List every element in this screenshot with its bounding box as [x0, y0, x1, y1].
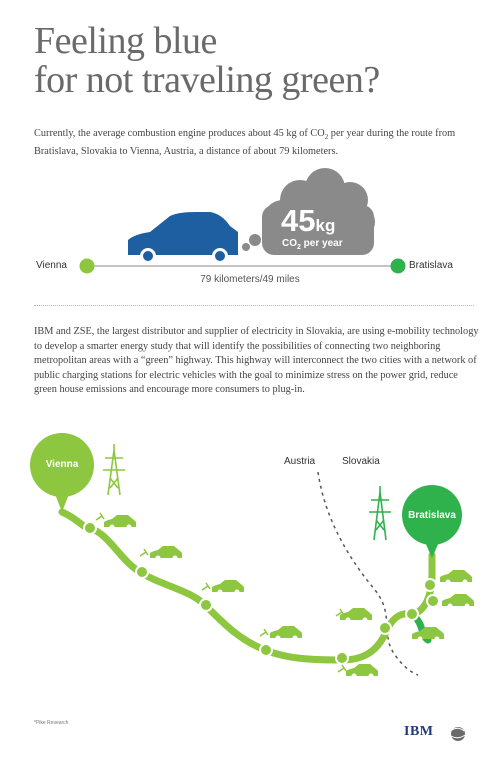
- title-line-2: for not traveling green?: [34, 59, 380, 101]
- ibm-logo: IBM: [404, 724, 434, 739]
- route-end-label: Bratislava: [409, 260, 453, 271]
- title-line-1: Feeling blue: [34, 20, 217, 62]
- bratislava-point: [391, 259, 406, 274]
- green-highway: [62, 512, 432, 660]
- emission-unit: kg: [315, 216, 336, 235]
- section-divider: [34, 305, 474, 306]
- emission-value: [281, 203, 335, 239]
- austria-label: Austria: [284, 456, 316, 467]
- power-tower-icon-1: [103, 444, 125, 495]
- emission-label-a: CO: [282, 238, 297, 249]
- ibm-globe-icon: [451, 727, 465, 741]
- route-distance: 79 kilometers/49 miles: [200, 274, 300, 285]
- emission-label: [282, 238, 343, 251]
- intro-text-a: Currently, the average combustion engine produces about 45 kg of CO: [34, 128, 325, 139]
- emission-label-b: per year: [300, 238, 343, 249]
- car-icon: [128, 212, 238, 264]
- bratislava-bubble-label: Bratislava: [408, 510, 456, 521]
- power-tower-icon-2: [369, 486, 391, 540]
- vienna-bubble-label: Vienna: [45, 459, 79, 470]
- emission-number: 45: [281, 203, 316, 238]
- vienna-point: [80, 259, 95, 274]
- slovakia-label: Slovakia: [342, 456, 380, 467]
- footnote: *Pike Research: [34, 720, 69, 726]
- intro-text-b: per year during the route from Bratislava, Slovakia to Vienna, Austria, a distance of about 79 kilometers.: [34, 128, 456, 157]
- charging-stations: [84, 522, 439, 664]
- intro-subscript: 2: [324, 133, 329, 142]
- bratislava-bubble: [402, 485, 462, 558]
- route-start-label: Vienna: [36, 260, 67, 271]
- border-line: [318, 472, 418, 675]
- emission-label-sub: 2: [297, 244, 301, 251]
- vienna-bubble: [30, 433, 94, 512]
- body-paragraph: IBM and ZSE, the largest distributor and supplier of electricity in Slovakia, are using e-mobility technology to develop a smarter energy study that will identify the possibilities of connecting two neighboring metropolitan areas with a “green” highway. This highway will interconnect the two cities with a network of public charging stations for electric vehicles with the goal to minimize stress on the power grid, reduce green house emissions and encourage more consumers to plug-in.: [34, 326, 479, 395]
